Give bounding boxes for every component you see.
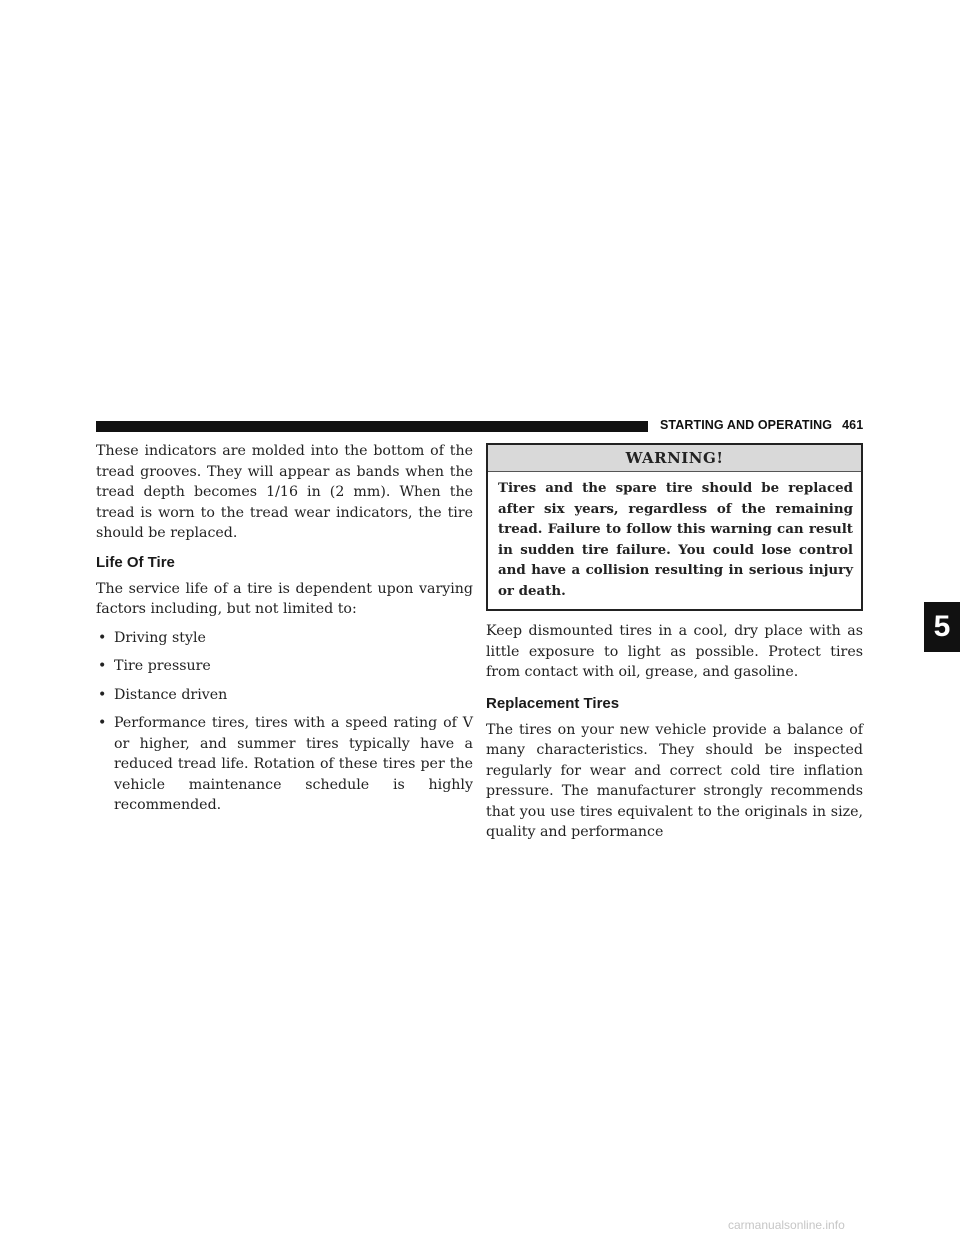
right-column bbox=[486, 441, 863, 851]
header-rule-bar bbox=[96, 421, 648, 432]
chapter-tab: 5 bbox=[924, 602, 960, 652]
bullet-icon: • bbox=[98, 686, 107, 703]
bullet-icon: • bbox=[98, 658, 107, 674]
warning-body: Tires and the spare tire should be replaced after six years, regardless of the remaining tread. Failure to follow this warning can result in sudden tire failure. You could lose control and have a collision resulting in serious injury or death. bbox=[498, 480, 853, 599]
warning-box bbox=[486, 443, 863, 611]
bullet-icon: • bbox=[98, 629, 107, 646]
life-of-tire-heading: Life Of Tire bbox=[96, 553, 175, 571]
list-item bbox=[96, 628, 473, 649]
list-item-text: Driving style bbox=[114, 629, 206, 646]
list-item bbox=[96, 713, 473, 816]
bullet-icon: • bbox=[98, 715, 107, 731]
page-number: 461 bbox=[842, 418, 864, 432]
left-column bbox=[96, 441, 473, 824]
replacement-tires-paragraph: The tires on your new vehicle provide a balance of many characteristics. They should be inspected regularly for wear and correct cold tire inflation pressure. The manufacturer strongly recommends that you use tires equivalent to the originals in size, quality and performance bbox=[486, 721, 863, 840]
list-item-text: Tire pressure bbox=[114, 658, 211, 674]
life-of-tire-paragraph: The service life of a tire is dependent upon varying factors including, but not limited to: bbox=[96, 580, 473, 617]
replacement-tires-heading: Replacement Tires bbox=[486, 694, 620, 712]
list-item bbox=[96, 656, 473, 677]
factor-list bbox=[96, 628, 473, 816]
list-item bbox=[96, 685, 473, 706]
list-item-text: Performance tires, tires with a speed rating of V or higher, and summer tires typically have a reduced tread life. Rotation of these tires per the vehicle maintenance schedule is highly recommended. bbox=[114, 715, 473, 813]
storage-paragraph: Keep dismounted tires in a cool, dry place with as little exposure to light as possible. Protect tires from contact with oil, grease, and gasoline. bbox=[486, 623, 863, 680]
running-header bbox=[660, 418, 863, 432]
list-item-text: Distance driven bbox=[114, 686, 228, 703]
warning-title: WARNING! bbox=[488, 445, 861, 472]
watermark: carmanualsonline.info bbox=[728, 1218, 845, 1232]
section-title: STARTING AND OPERATING bbox=[660, 418, 833, 432]
intro-paragraph: These indicators are molded into the bottom of the tread grooves. They will appear as bands when the tread depth becomes 1/16 in (2 mm). When the tread is worn to the tread wear indicators, the tire should be replaced. bbox=[96, 443, 473, 541]
